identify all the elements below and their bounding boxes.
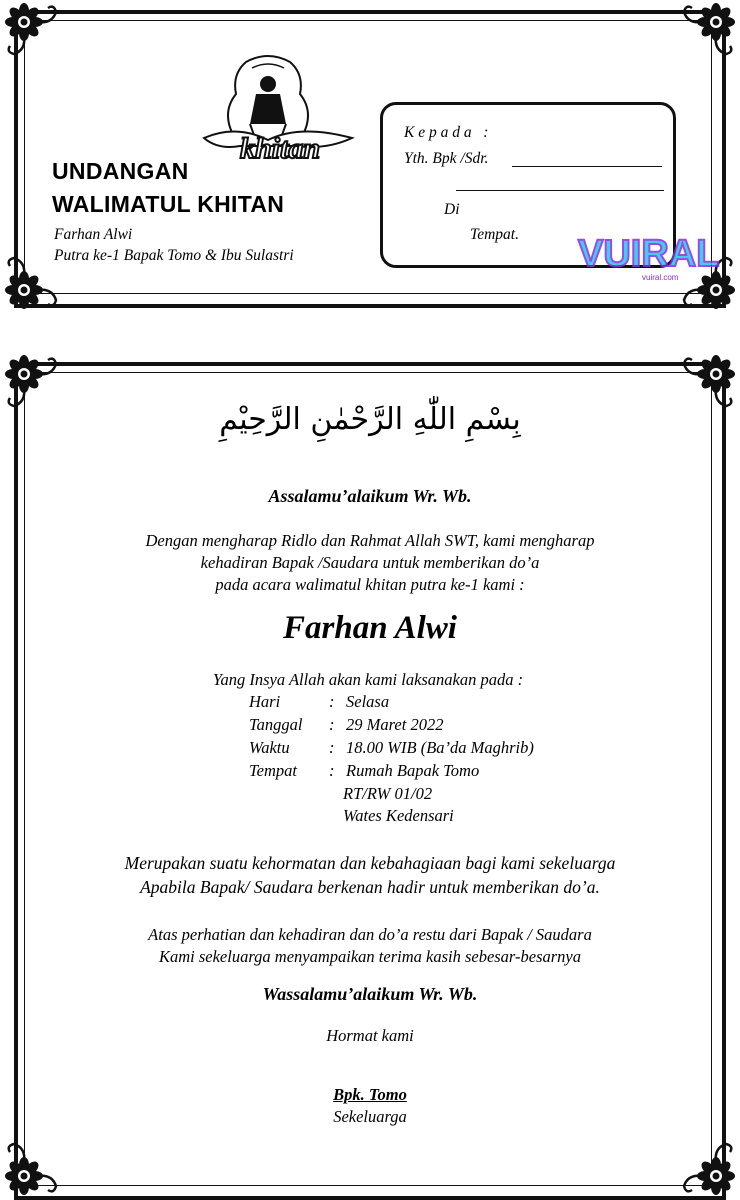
honor-line-1: Merupakan suatu kehormatan dan kebahagiaan bagi kami sekeluarga [124, 853, 616, 873]
signer-sub: Sekeluarga [333, 1107, 407, 1126]
corner-ornament-icon [682, 2, 736, 56]
detail-label-tempat: Tempat [249, 761, 297, 780]
detail-colon: : [329, 692, 335, 711]
thanks-line-1: Atas perhatian dan kehadiran dan do’a restu dari Bapak / Saudara [148, 925, 592, 944]
schedule-intro: Yang Insya Allah akan kami laksanakan pada : [212, 670, 524, 689]
detail-value-tanggal: 29 Maret 2022 [346, 715, 444, 734]
thanks-line-2: Kami sekeluarga menyampaikan terima kasih sebesar-besarnya [158, 947, 582, 966]
address-tempat: Tempat. [470, 226, 519, 243]
detail-label-tanggal: Tanggal [249, 715, 303, 734]
recipient-line [512, 166, 662, 167]
detail-colon: : [329, 715, 335, 734]
intro-line-1: Dengan mengharap Ridlo dan Rahmat Allah SWT, kami mengharap [145, 531, 595, 550]
closing-greeting: Wassalamu’alaikum Wr. Wb. [262, 984, 478, 1004]
detail-label-hari: Hari [249, 692, 281, 711]
address-extra-1: RT/RW 01/02 [343, 784, 433, 803]
vuiral-watermark-logo [574, 226, 724, 286]
corner-ornament-icon [4, 256, 58, 310]
envelope-title-line2: WALIMATUL KHITAN [52, 191, 285, 217]
envelope-child-desc: Putra ke-1 Bapak Tomo & Ibu Sulastri [54, 247, 294, 264]
intro-line-3: pada acara walimatul khitan putra ke-1 kami : [215, 575, 525, 594]
corner-ornament-icon [682, 354, 736, 408]
address-to-label: K e p a d a : [404, 124, 489, 141]
corner-ornament-icon [4, 354, 58, 408]
greeting: Assalamu’alaikum Wr. Wb. [268, 486, 472, 506]
detail-colon: : [329, 738, 335, 757]
regards: Hormat kami [326, 1026, 414, 1045]
address-recipient-label: Yth. Bpk /Sdr. [404, 150, 489, 167]
detail-value-hari: Selasa [346, 692, 390, 711]
envelope-title-line1: UNDANGAN [52, 158, 189, 184]
recipient-line-2 [456, 190, 664, 191]
corner-ornament-icon [4, 2, 58, 56]
intro-line-2: kehadiran Bapak /Saudara untuk memberikan do’a [200, 553, 540, 572]
detail-value-waktu: 18.00 WIB (Ba’da Maghrib) [346, 738, 534, 757]
child-name-heading: Farhan Alwi [283, 610, 457, 646]
address-di: Di [444, 201, 460, 218]
detail-value-tempat: Rumah Bapak Tomo [346, 761, 480, 780]
honor-line-2: Apabila Bapak/ Saudara berkenan hadir untuk memberikan do’a. [140, 877, 600, 897]
watermark-subtext: vuiral.com [642, 273, 679, 282]
corner-ornament-icon [4, 1142, 58, 1196]
basmalah-calligraphy: بِسْمِ اللّٰهِ الرَّحْمٰنِ الرَّحِيْمِ [219, 402, 521, 437]
signer-name-text: Bpk. Tomo [333, 1085, 407, 1104]
khitan-logo-icon [196, 54, 360, 178]
detail-label-waktu: Waktu [249, 738, 290, 757]
corner-ornament-icon [682, 1142, 736, 1196]
detail-colon: : [329, 761, 335, 780]
signer-name [0, 1084, 740, 1105]
envelope-child-name: Farhan Alwi [54, 226, 133, 243]
address-extra-2: Wates Kedensari [343, 806, 454, 825]
logo-text: khitan [239, 132, 321, 165]
watermark-text: VUIRAL [578, 233, 720, 275]
